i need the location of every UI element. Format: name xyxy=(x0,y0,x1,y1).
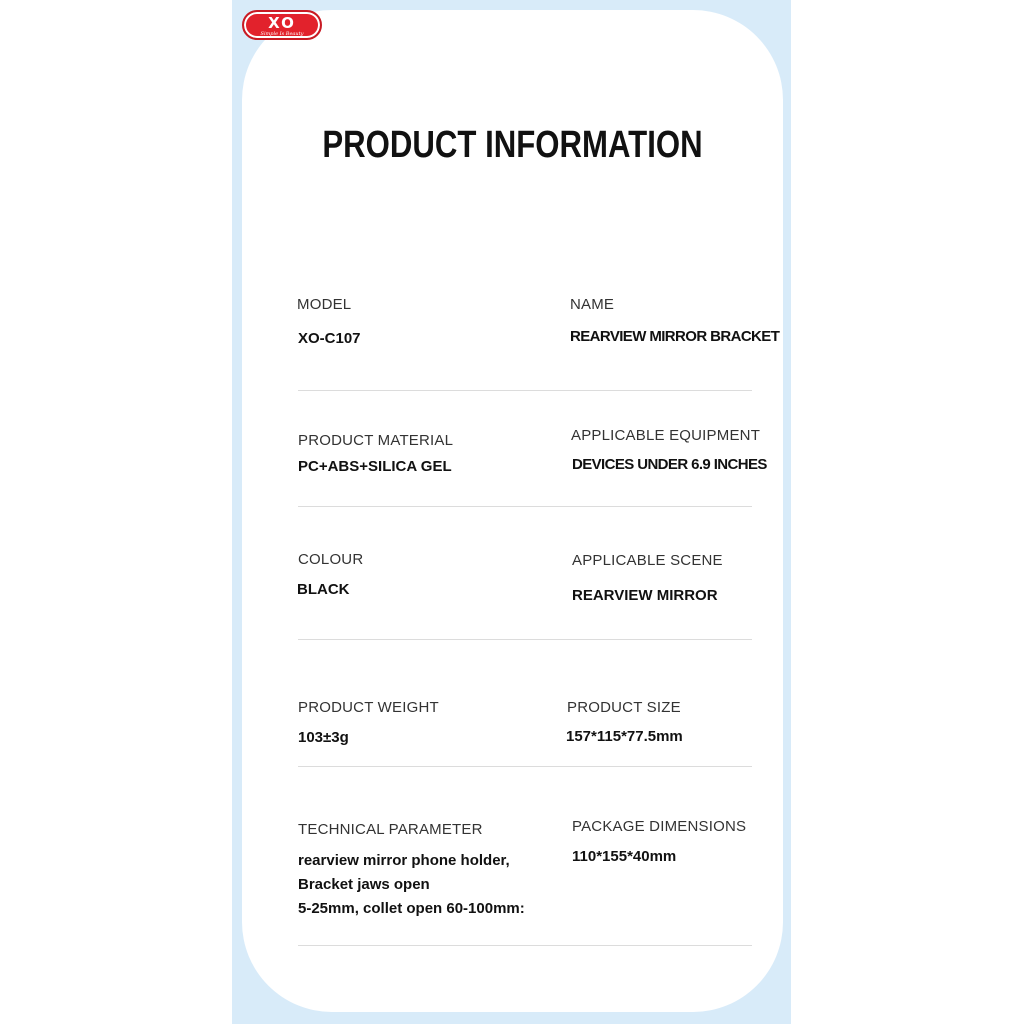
page-title: PRODUCT INFORMATION xyxy=(322,124,703,166)
name-value: REARVIEW MIRROR BRACKET xyxy=(570,328,780,345)
logo-text: XO xyxy=(268,14,296,32)
colour-label: COLOUR xyxy=(298,551,364,568)
equipment-label: APPLICABLE EQUIPMENT xyxy=(571,427,761,444)
package-value: 110*155*40mm xyxy=(572,848,677,865)
equipment-value: DEVICES UNDER 6.9 INCHES xyxy=(572,456,767,473)
row-divider xyxy=(298,945,752,946)
row-divider xyxy=(298,639,752,640)
size-label: PRODUCT SIZE xyxy=(567,699,681,716)
colour-value: BLACK xyxy=(297,581,350,598)
brand-logo xyxy=(242,10,322,40)
technical-label: TECHNICAL PARAMETER xyxy=(298,821,483,838)
material-value: PC+ABS+SILICA GEL xyxy=(298,458,452,475)
name-label: NAME xyxy=(570,296,615,313)
package-label: PACKAGE DIMENSIONS xyxy=(572,818,747,835)
model-value: XO-C107 xyxy=(298,330,361,347)
row-divider xyxy=(298,390,752,391)
row-divider xyxy=(298,506,752,507)
technical-value: rearview mirror phone holder, Bracket jaws open 5-25mm, collet open 60-100mm: xyxy=(298,852,525,917)
weight-label: PRODUCT WEIGHT xyxy=(298,699,439,716)
scene-value: REARVIEW MIRROR xyxy=(572,587,718,604)
size-value: 157*115*77.5mm xyxy=(566,728,683,745)
row-divider xyxy=(298,766,752,767)
material-label: PRODUCT MATERIAL xyxy=(298,432,454,449)
scene-label: APPLICABLE SCENE xyxy=(572,552,723,569)
model-label: MODEL xyxy=(297,296,352,313)
weight-value: 103±3g xyxy=(298,729,349,746)
logo-tagline: Simple Is Beauty xyxy=(260,31,304,37)
